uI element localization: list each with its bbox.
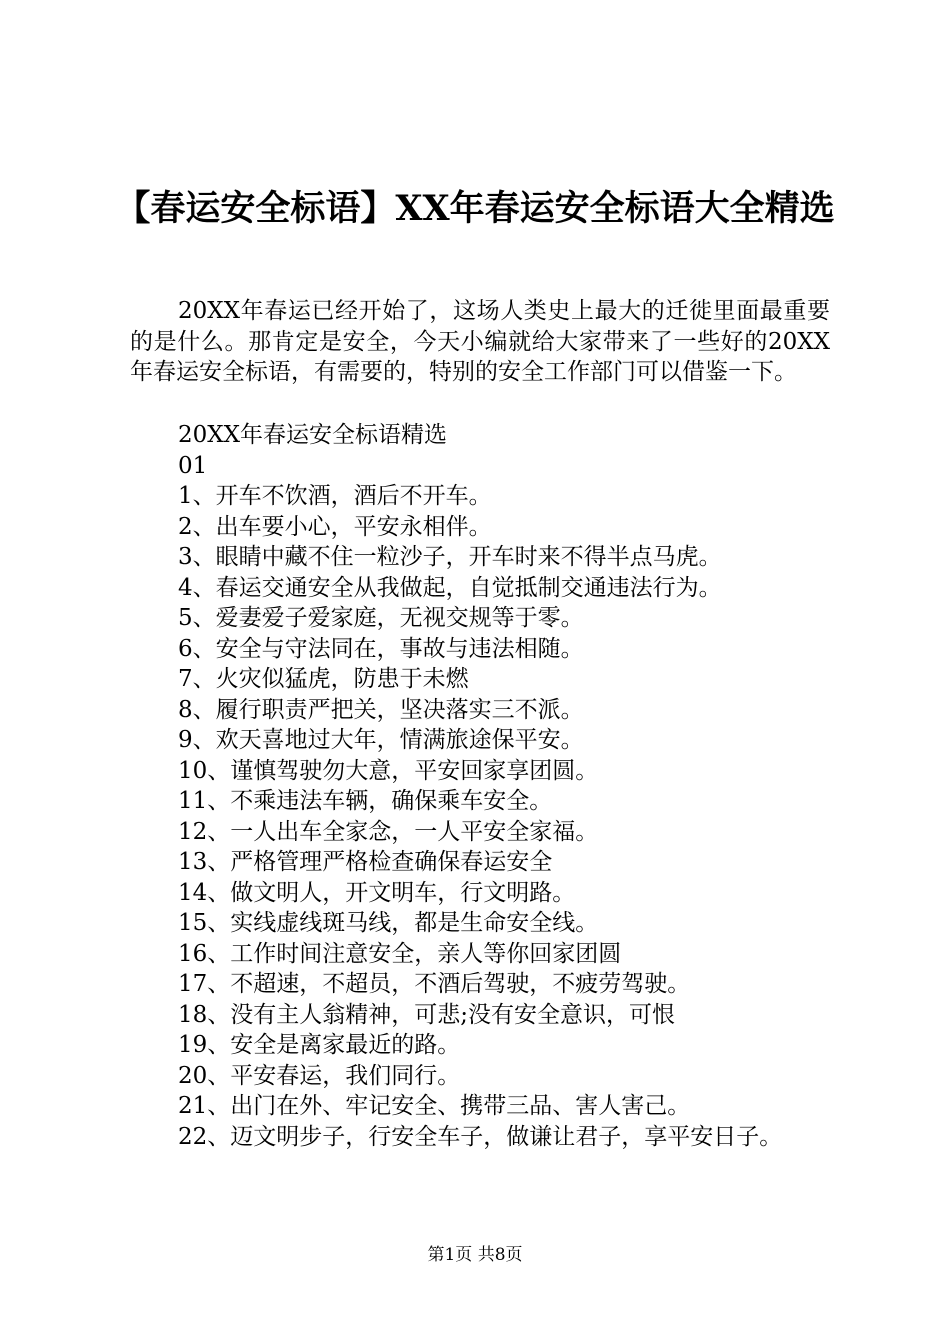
list-item: 14、做文明人，开文明车，行文明路。 bbox=[178, 879, 576, 906]
list-item: 17、不超速，不超员，不酒后驾驶，不疲劳驾驶。 bbox=[178, 971, 691, 997]
list-item: 10、谨慎驾驶勿大意，平安回家享团圆。 bbox=[178, 757, 599, 784]
list-item: 15、实线虚线斑马线，都是生命安全线。 bbox=[178, 910, 599, 936]
list-item: 3、眼睛中藏不住一粒沙子，开车时来不得半点马虎。 bbox=[178, 544, 722, 570]
slogan-list bbox=[178, 420, 878, 1152]
list-item: 7、火灾似猛虎，防患于未燃 bbox=[178, 666, 469, 692]
list-item: 21、出门在外、牢记安全、携带三品、害人害己。 bbox=[178, 1093, 691, 1119]
list-item: 20、平安春运，我们同行。 bbox=[178, 1062, 461, 1089]
list-item: 22、迈文明步子，行安全车子，做谦让君子，享平安日子。 bbox=[178, 1123, 783, 1150]
list-item: 9、欢天喜地过大年，情满旅途保平安。 bbox=[178, 727, 584, 753]
list-item: 12、一人出车全家念，一人平安全家福。 bbox=[178, 818, 599, 845]
list-item: 5、爱妻爱子爱家庭，无视交规等于零。 bbox=[178, 605, 584, 631]
list-item: 11、不乘违法车辆，确保乘车安全。 bbox=[178, 788, 553, 814]
list-item: 16、工作时间注意安全，亲人等你回家团圆 bbox=[178, 940, 622, 967]
list-item: 2、出车要小心，平安永相伴。 bbox=[178, 513, 492, 540]
intro-paragraph: 20XX年春运已经开始了，这场人类史上最大的迁徙里面最重要的是什么。那肯定是安全，今天小编就给大家带来了一些好的20XX年春运安全标语，有需要的，特别的安全工作部门可以借鉴一下。 bbox=[130, 298, 830, 385]
list-item: 19、安全是离家最近的路。 bbox=[178, 1032, 461, 1058]
list-item: 13、严格管理严格检查确保春运安全 bbox=[178, 849, 553, 875]
list-item: 1、开车不饮酒，酒后不开车。 bbox=[178, 483, 492, 509]
list-item: 4、春运交通安全从我做起，自觉抵制交通违法行为。 bbox=[178, 574, 722, 601]
section-number: 01 bbox=[178, 452, 208, 479]
list-item: 8、履行职责严把关，坚决落实三不派。 bbox=[178, 696, 584, 723]
section-heading: 20XX年春运安全标语精选 bbox=[178, 422, 448, 448]
list-item: 6、安全与守法同在，事故与违法相随。 bbox=[178, 635, 584, 662]
document-title: 【春运安全标语】XX年春运安全标语大全精选 bbox=[115, 188, 835, 229]
page-footer: 第1页 共8页 bbox=[427, 1245, 523, 1265]
list-item: 18、没有主人翁精神，可悲;没有安全意识，可恨 bbox=[178, 1001, 676, 1028]
